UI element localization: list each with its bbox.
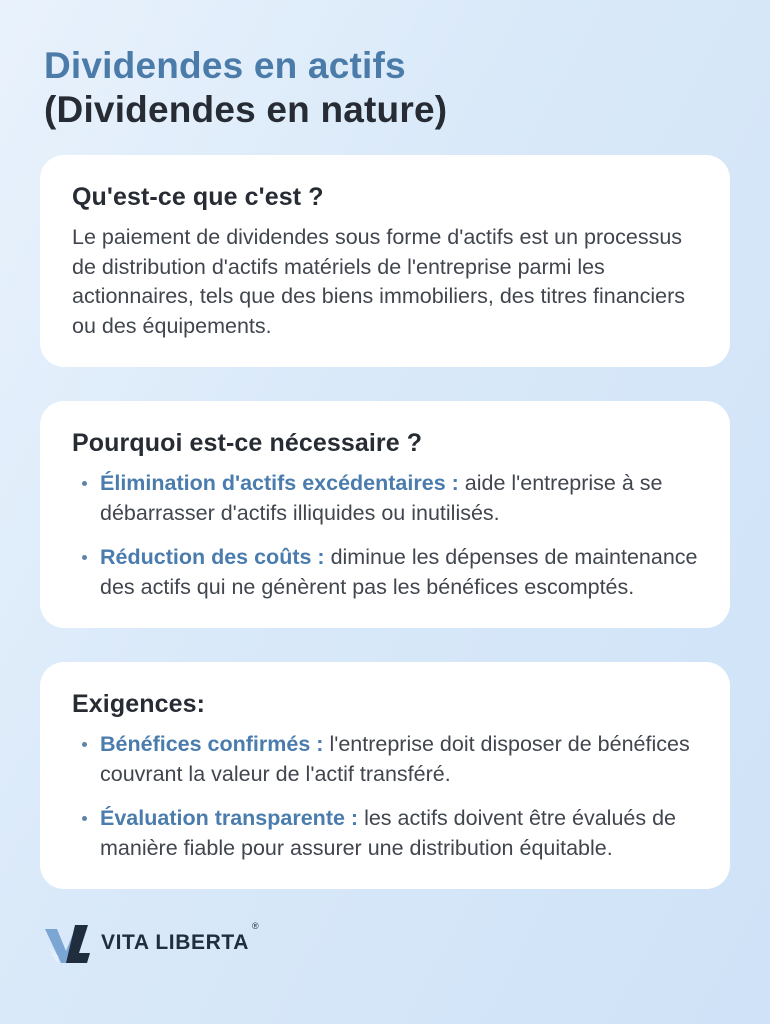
bullet-dot-icon <box>82 481 87 486</box>
bullet-dot-icon <box>82 742 87 747</box>
card-what-is-it-body: Le paiement de dividendes sous forme d'actifs est un processus de distribution d'actifs matériels de l'entreprise parmi les actionnaires, tels que des biens immobiliers, des titres financiers ou des équipements. <box>72 225 686 338</box>
bullet-description: les actifs doivent être évalués de manière fiable pour assurer une distribution équitable. <box>100 806 676 860</box>
brand-name: VITA LIBERTA <box>101 931 249 954</box>
bullet-dot-icon <box>82 555 87 560</box>
bullet-dot-icon <box>82 816 87 821</box>
bullet-term: Bénéfices confirmés : <box>100 732 324 756</box>
registered-trademark-icon: ® <box>251 921 259 931</box>
bullet-text <box>100 804 698 863</box>
card-requirements-heading: Exigences: <box>72 690 206 718</box>
card-why-necessary <box>40 401 730 628</box>
bullet-text <box>100 469 698 528</box>
page-title-line1: Dividendes en actifs <box>44 45 406 86</box>
bullet-description: l'entreprise doit disposer de bénéfices couvrant la valeur de l'actif transféré. <box>100 732 690 786</box>
page-title <box>44 44 730 132</box>
page-title-line2: (Dividendes en nature) <box>44 89 448 130</box>
bullet-term: Élimination d'actifs excédentaires : <box>100 471 459 495</box>
requirements-list <box>72 730 698 863</box>
title-block <box>44 44 730 132</box>
card-what-is-it <box>40 155 730 367</box>
card-why-necessary-heading: Pourquoi est-ce nécessaire ? <box>72 429 423 457</box>
card-what-is-it-heading: Qu'est-ce que c'est ? <box>72 183 324 211</box>
card-requirements <box>40 662 730 889</box>
list-item <box>72 730 698 789</box>
why-necessary-list <box>72 469 698 602</box>
bullet-text <box>100 730 698 789</box>
bullet-description: diminue les dépenses de maintenance des actifs qui ne génèrent pas les bénéfices escomptés. <box>100 545 698 599</box>
bullet-term: Évaluation transparente : <box>100 806 359 830</box>
list-item <box>72 543 698 602</box>
brand-footer <box>44 923 730 963</box>
bullet-text <box>100 543 698 602</box>
bullet-description: aide l'entreprise à se débarrasser d'actifs illiquides ou inutilisés. <box>100 471 663 525</box>
list-item <box>72 469 698 528</box>
vita-liberta-logo-icon <box>44 923 92 963</box>
bullet-term: Réduction des coûts : <box>100 545 325 569</box>
list-item <box>72 804 698 863</box>
